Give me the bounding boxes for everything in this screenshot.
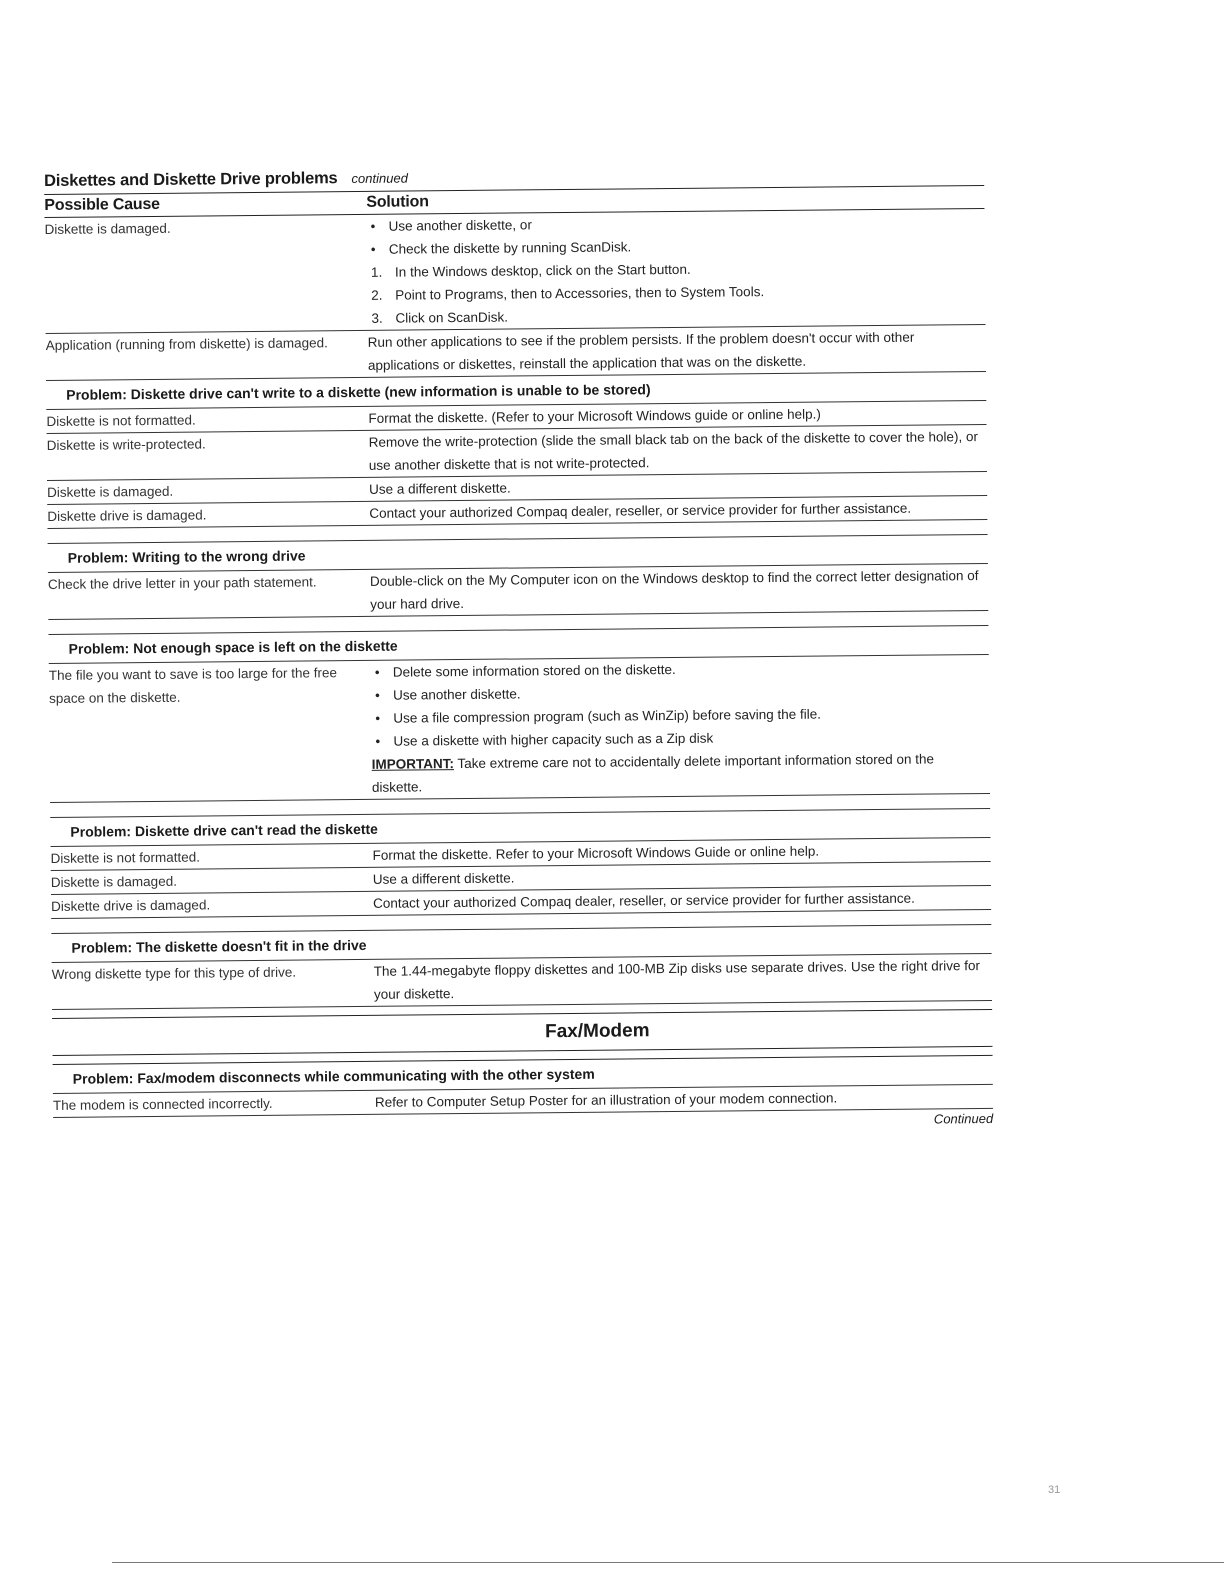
- cause-cell: Diskette is damaged.: [44, 220, 171, 237]
- column-header-cause: Possible Cause: [44, 195, 160, 214]
- cause-cell: Wrong diskette type for this type of drive.: [51, 964, 297, 982]
- problem-label: Problem:: [67, 549, 129, 566]
- solution-cell: Format the diskette. Refer to your Microsoft Windows Guide or online help.: [372, 843, 820, 863]
- step-number: 2.: [371, 287, 383, 303]
- cause-cell: Check the drive letter in your path statement.: [47, 574, 317, 592]
- problem-text: Fax/modem disconnects while communicating with the other system: [137, 1065, 595, 1087]
- problem-text: Writing to the wrong drive: [132, 547, 306, 566]
- solution-cell: Refer to Computer Setup Poster for an illustration of your modem connection.: [374, 1090, 838, 1110]
- bullet-item: • Use a diskette with higher capacity such as a Zip disk: [371, 724, 983, 753]
- problem-label: Problem:: [68, 640, 130, 657]
- bullet-item: • Use a file compression program (such as WinZip) before saving the file.: [371, 701, 983, 730]
- continued-footer: Continued: [933, 1110, 994, 1127]
- problem-text: The diskette doesn't fit in the drive: [135, 936, 367, 956]
- solution-cell: Double-click on the My Computer icon on the Windows desktop to find the correct letter designation of your hard drive.: [369, 568, 979, 612]
- problem-label: Problem:: [72, 1070, 134, 1087]
- solution-cell: [366, 209, 985, 330]
- important-note: [372, 747, 984, 799]
- table-row: [44, 209, 985, 334]
- important-label: IMPORTANT:: [371, 756, 455, 772]
- problem-text: Not enough space is left on the diskette: [133, 637, 398, 657]
- cause-cell: The file you want to save is too large for the free space on the diskette.: [48, 665, 338, 706]
- section-title: Diskettes and Diskette Drive problems: [44, 169, 338, 190]
- solution-cell: Use a different diskette.: [372, 870, 515, 887]
- problem-text: Diskette drive can't read the diskette: [134, 820, 378, 840]
- bottom-rule: [112, 1562, 1224, 1563]
- important-text: Take extreme care not to accidentally delete important information stored on the diskette.: [371, 751, 935, 795]
- solution-cell: Remove the write-protection (slide the small black tab on the back of the diskette to cover the hole), or use another diskette that is not write-protected.: [368, 429, 979, 473]
- solution-cell: Run other applications to see if the problem persists. If the problem doesn't occur with other applications or diskettes, reinstall the application that was on the diskette.: [367, 329, 915, 373]
- cause-cell: Diskette is damaged.: [47, 483, 174, 500]
- solution-cell: The 1.44-megabyte floppy diskettes and 100-MB Zip disks use separate drives. Use the right drive for your diskette.: [373, 958, 981, 1002]
- step-text: Point to Programs, then to Accessories, then to System Tools.: [395, 284, 765, 303]
- column-header-solution: Solution: [366, 193, 429, 211]
- bullet-item: • Use another diskette.: [371, 678, 983, 707]
- solution-cell: Use a different diskette.: [369, 480, 511, 497]
- table-row: [49, 655, 990, 803]
- bullet-item: • Use another diskette, or: [366, 209, 978, 238]
- troubleshooting-table: [44, 159, 993, 1135]
- solution-cell: [371, 655, 990, 799]
- step-number: 1.: [370, 264, 383, 280]
- step-number: 3.: [371, 310, 383, 326]
- solution-cell: Contact your authorized Compaq dealer, reseller, or service provider for further assistance.: [369, 500, 912, 521]
- cause-cell: Diskette drive is damaged.: [47, 507, 207, 524]
- problem-label: Problem:: [66, 386, 127, 403]
- cause-cell: Application (running from diskette) is damaged.: [45, 335, 328, 353]
- cause-cell: Diskette is damaged.: [50, 873, 177, 890]
- fax-modem-section-title: Fax/Modem: [52, 1009, 992, 1056]
- problem-text: Diskette drive can't write to a diskette (new information is unable to be stored): [130, 381, 651, 403]
- solution-cell: Format the diskette. (Refer to your Microsoft Windows guide or online help.): [368, 406, 821, 426]
- cause-cell: Diskette is write-protected.: [46, 436, 206, 453]
- problem-label: Problem:: [70, 823, 132, 840]
- solution-cell: Contact your authorized Compaq dealer, reseller, or service provider for further assistance.: [373, 890, 915, 911]
- bullet-item: • Check the diskette by running ScanDisk.: [367, 232, 979, 261]
- step-text: In the Windows desktop, click on the Start button.: [394, 261, 691, 280]
- table-row: [52, 954, 992, 1010]
- bullet-item: • Delete some information stored on the diskette.: [371, 655, 983, 684]
- cause-cell: The modem is connected incorrectly.: [52, 1095, 273, 1113]
- page-number: 31: [1048, 1484, 1061, 1496]
- step-text: Click on ScanDisk.: [395, 309, 509, 326]
- section-continued-note: continued: [351, 170, 408, 187]
- cause-cell: Diskette drive is damaged.: [51, 897, 211, 914]
- problem-label: Problem:: [71, 939, 133, 956]
- cause-cell: Diskette is not formatted.: [46, 412, 196, 429]
- cause-cell: Diskette is not formatted.: [50, 849, 201, 866]
